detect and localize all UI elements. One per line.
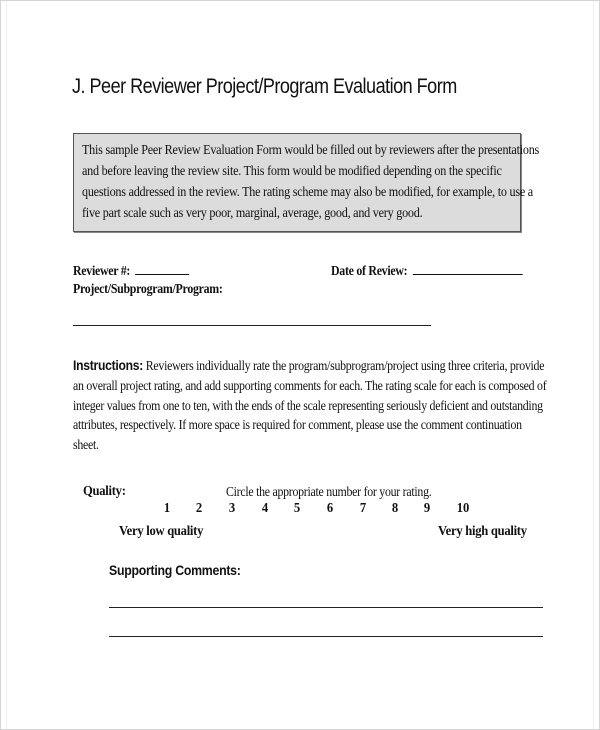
instructions-line-1 <box>73 358 544 374</box>
instructions-line: an overall project rating, and add supporting comments for each. The rating scale for each is composed of <box>73 378 547 393</box>
instructions-text: Reviewers individually rate the program/subprogram/project using three criteria, provide <box>145 358 545 373</box>
project-blank-line[interactable] <box>73 325 431 326</box>
instructions-line: integer values from one to ten, with the ends of the scale representing seriously deficient and outstanding <box>73 398 543 413</box>
instructions-line: sheet. <box>73 437 99 452</box>
comment-line-1[interactable] <box>109 607 543 608</box>
high-anchor-label: Very high quality <box>438 524 527 539</box>
sample-note-box <box>73 133 540 232</box>
note-line: questions addressed in the review. The rating scheme may also be modified, for example, to use a <box>82 184 533 199</box>
rating-option-8[interactable]: 8 <box>391 501 399 516</box>
supporting-comments-label: Supporting Comments: <box>109 562 241 578</box>
date-of-review-label: Date of Review: <box>331 263 408 278</box>
form-title: J. Peer Reviewer Project/Program Evaluation Form <box>72 75 457 98</box>
rating-option-2[interactable]: 2 <box>195 501 203 516</box>
reviewer-number-field <box>73 262 190 279</box>
rating-option-5[interactable]: 5 <box>293 501 301 516</box>
rating-option-6[interactable]: 6 <box>326 501 334 516</box>
date-of-review-blank[interactable] <box>413 262 523 275</box>
low-anchor-label: Very low quality <box>119 524 204 539</box>
rating-option-9[interactable]: 9 <box>423 501 431 516</box>
rating-option-1[interactable]: 1 <box>163 501 171 516</box>
rating-option-3[interactable]: 3 <box>228 501 236 516</box>
reviewer-number-label: Reviewer #: <box>73 263 131 278</box>
rating-prompt: Circle the appropriate number for your rating. <box>226 484 432 499</box>
date-of-review-field <box>331 262 523 279</box>
comment-line-2[interactable] <box>109 636 543 637</box>
quality-label: Quality: <box>83 484 126 499</box>
rating-option-4[interactable]: 4 <box>261 501 269 516</box>
instructions-heading: Instructions: <box>73 358 144 373</box>
rating-option-7[interactable]: 7 <box>359 501 367 516</box>
project-label: Project/Subprogram/Program: <box>73 281 223 296</box>
reviewer-number-blank[interactable] <box>136 262 190 275</box>
note-line: This sample Peer Review Evaluation Form would be filled out by reviewers after the presentations <box>82 142 540 157</box>
rating-option-10[interactable]: 10 <box>456 501 470 516</box>
note-line: five part scale such as very poor, marginal, average, good, and very good. <box>82 205 423 220</box>
note-line: and before leaving the review site. This form would be modified depending on the specific <box>82 163 502 178</box>
instructions-line: attributes, respectively. If more space is required for comment, please use the comment continuation <box>73 417 522 432</box>
